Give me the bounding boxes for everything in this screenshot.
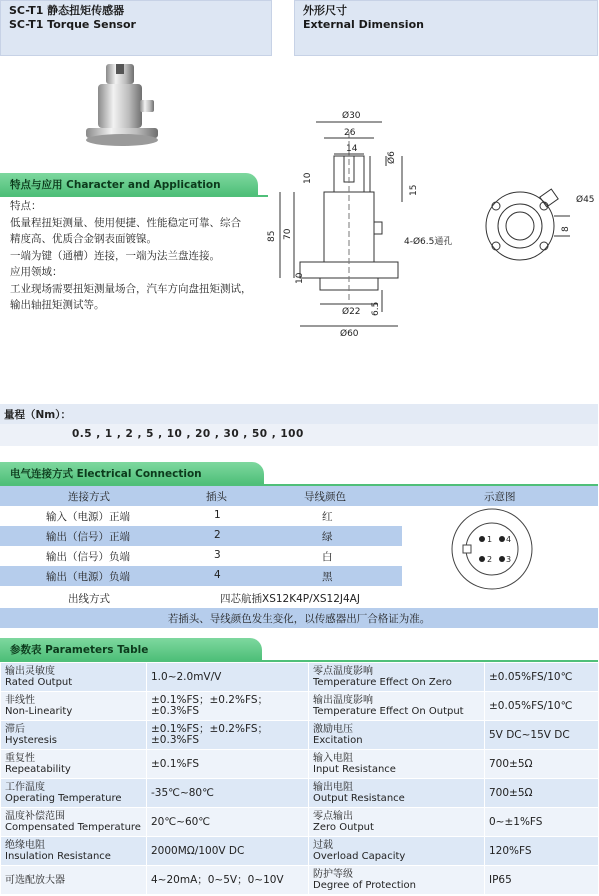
dim-8: 8	[561, 226, 571, 232]
dimension-drawing	[267, 92, 598, 344]
dim-phi45: Ø45	[576, 195, 595, 205]
product-title-en: SC-T1 Torque Sensor	[9, 18, 136, 31]
param-label	[1, 866, 147, 895]
param-label-cn: 输出灵敏度	[5, 666, 55, 677]
param-row	[1, 866, 599, 895]
product-title-cn: SC-T1 静态扭矩传感器	[9, 4, 125, 17]
features-tab: 特点与应用 Character and Application	[0, 173, 258, 195]
dim-6-5: 6.5	[371, 301, 381, 316]
param-label-cn: 绝缘电阻	[5, 840, 45, 851]
connection-row	[0, 566, 402, 586]
dimension-title-cn: 外形尺寸	[303, 4, 347, 17]
param-value: 5V DC~15V DC	[485, 721, 599, 750]
pin-label: 4	[506, 535, 512, 544]
param-label	[309, 663, 485, 692]
row-pin: 4	[214, 569, 221, 581]
param-label-cn: 防护等级	[313, 869, 353, 880]
param-value: 4~20mA；0~5V；0~10V	[147, 866, 309, 895]
param-value: IP65	[485, 866, 599, 895]
header-right	[294, 0, 598, 56]
param-label-cn: 激励电压	[313, 724, 353, 735]
row-color: 黑	[322, 571, 333, 583]
col-diagram: 示意图	[484, 491, 516, 503]
range-values: 0.5 , 1 , 2 , 5 , 10 , 20 , 30 , 50 , 100	[0, 424, 598, 446]
param-label-en: Zero Output	[313, 822, 374, 833]
param-label-en: Insulation Resistance	[5, 851, 111, 862]
connection-row	[0, 546, 402, 566]
connection-row	[0, 506, 402, 526]
param-label-en: Compensated Temperature	[5, 822, 141, 833]
feature-line: 特点：	[10, 200, 42, 212]
param-label	[309, 750, 485, 779]
connection-row	[0, 526, 402, 546]
features-tab-underline	[0, 195, 268, 197]
param-label-en: Repeatability	[5, 764, 71, 775]
param-value: 120%FS	[485, 837, 599, 866]
feature-line: 精度高、优质合金钢表面镀镍。	[10, 233, 157, 245]
dim-holes: 4-Ø6.5通孔	[404, 237, 453, 247]
dim-15: 15	[409, 184, 419, 196]
dimension-title-en: External Dimension	[303, 18, 424, 31]
param-value: 20℃~60℃	[147, 808, 309, 837]
row-method: 输入（电源）正端	[46, 511, 130, 523]
pin-label: 3	[506, 555, 512, 564]
param-label-cn: 输入电阻	[313, 753, 353, 764]
feature-line: 应用领域：	[10, 266, 63, 278]
param-label-en: Degree of Protection	[313, 880, 416, 891]
header-left	[0, 0, 272, 56]
pin-label: 2	[487, 555, 493, 564]
row-pin: 2	[214, 529, 221, 541]
param-label	[309, 692, 485, 721]
param-label	[309, 866, 485, 895]
param-value: -35℃~80℃	[147, 779, 309, 808]
row-method: 输出（电源）负端	[46, 571, 130, 583]
row-color: 红	[322, 511, 333, 523]
dim-phi30: Ø30	[342, 111, 361, 121]
connection-table-header	[0, 486, 598, 506]
dim-26: 26	[344, 128, 356, 138]
param-label-en: Temperature Effect On Output	[313, 706, 464, 717]
param-label	[309, 808, 485, 837]
param-label	[1, 779, 147, 808]
param-row	[1, 779, 599, 808]
param-value: ±0.05%FS/10℃	[485, 692, 599, 721]
param-value: ±0.05%FS/10℃	[485, 663, 599, 692]
param-label	[309, 837, 485, 866]
param-label	[1, 692, 147, 721]
param-label-en: Hysteresis	[5, 735, 57, 746]
dim-phi22: Ø22	[342, 307, 361, 317]
param-label	[309, 721, 485, 750]
param-label-en: Input Resistance	[313, 764, 396, 775]
param-row	[1, 808, 599, 837]
outlet-row	[0, 588, 598, 608]
dim-10-top: 10	[303, 172, 313, 184]
param-row	[1, 721, 599, 750]
param-label	[1, 721, 147, 750]
param-row	[1, 663, 599, 692]
param-label-en: Operating Temperature	[5, 793, 122, 804]
param-label-en: Output Resistance	[313, 793, 405, 804]
param-label-en: Temperature Effect On Zero	[313, 677, 452, 688]
col-wire-color: 导线颜色	[304, 491, 346, 503]
param-label-cn: 输出电阻	[313, 782, 353, 793]
param-label-cn: 非线性	[5, 695, 35, 706]
param-row	[1, 692, 599, 721]
param-label-cn: 过载	[313, 840, 333, 851]
dim-70: 70	[283, 228, 293, 240]
connection-note: 若插头、导线颜色发生变化，以传感器出厂合格证为准。	[0, 608, 598, 628]
feature-line: 输出轴扭矩测试等。	[10, 299, 105, 311]
row-method: 输出（信号）正端	[46, 531, 130, 543]
col-method: 连接方式	[68, 491, 110, 503]
dim-phi6: Ø6	[387, 151, 397, 164]
param-value: 1.0~2.0mV/V	[147, 663, 309, 692]
param-label-cn: 可选配放大器	[5, 874, 65, 886]
row-method: 输出（信号）负端	[46, 551, 130, 563]
param-value: 700±5Ω	[485, 779, 599, 808]
feature-line: 低量程扭矩测量、使用便捷、性能稳定可靠、综合	[10, 216, 241, 229]
param-label-cn: 滞后	[5, 724, 25, 735]
param-label-cn: 零点输出	[313, 811, 353, 822]
param-value: ±0.1%FS	[147, 750, 309, 779]
parameters-tab: 参数表 Parameters Table	[0, 638, 262, 660]
col-pin: 插头	[206, 491, 227, 503]
param-label	[1, 663, 147, 692]
pin-label: 1	[487, 535, 493, 544]
row-pin: 1	[214, 509, 221, 521]
parameters-table	[0, 662, 599, 895]
dim-85: 85	[267, 230, 277, 242]
range-title: 量程（Nm）：	[0, 404, 598, 424]
row-color: 白	[322, 551, 333, 563]
dim-phi60: Ø60	[340, 329, 359, 339]
features-text	[10, 198, 260, 314]
row-pin: 3	[214, 549, 221, 561]
param-label-cn: 输出温度影响	[313, 695, 373, 706]
param-label-cn: 温度补偿范围	[5, 811, 65, 822]
param-value: 700±5Ω	[485, 750, 599, 779]
dim-10-bottom: 10	[295, 272, 305, 284]
param-label-en: Rated Output	[5, 677, 73, 688]
param-label-en: Non-Linearity	[5, 706, 73, 717]
param-label-en: Excitation	[313, 735, 363, 746]
param-label	[309, 779, 485, 808]
electrical-tab: 电气连接方式 Electrical Connection	[0, 462, 264, 484]
param-label	[1, 750, 147, 779]
param-value: ±0.1%FS；±0.2%FS；±0.3%FS	[147, 692, 309, 721]
row-color: 绿	[322, 531, 333, 543]
connector-diagram	[446, 507, 538, 591]
outlet-value: 四芯航插XS12K4P/XS12J4AJ	[220, 593, 360, 605]
param-label-cn: 工作温度	[5, 782, 45, 793]
product-photo	[84, 62, 162, 160]
param-row	[1, 837, 599, 866]
param-row	[1, 750, 599, 779]
param-label	[1, 837, 147, 866]
param-label-cn: 零点温度影响	[313, 666, 373, 677]
dim-14: 14	[346, 144, 358, 154]
feature-line: 工业现场需要扭矩测量场合，汽车方向盘扭矩测试，	[10, 282, 252, 295]
param-value: 0~±1%FS	[485, 808, 599, 837]
param-value: 2000MΩ/100V DC	[147, 837, 309, 866]
param-label-cn: 重复性	[5, 753, 35, 764]
param-value: ±0.1%FS；±0.2%FS；±0.3%FS	[147, 721, 309, 750]
param-label	[1, 808, 147, 837]
outlet-label: 出线方式	[68, 593, 110, 605]
param-label-en: Overload Capacity	[313, 851, 406, 862]
feature-line: 一端为键（通槽）连接，一端为法兰盘连接。	[10, 249, 220, 262]
